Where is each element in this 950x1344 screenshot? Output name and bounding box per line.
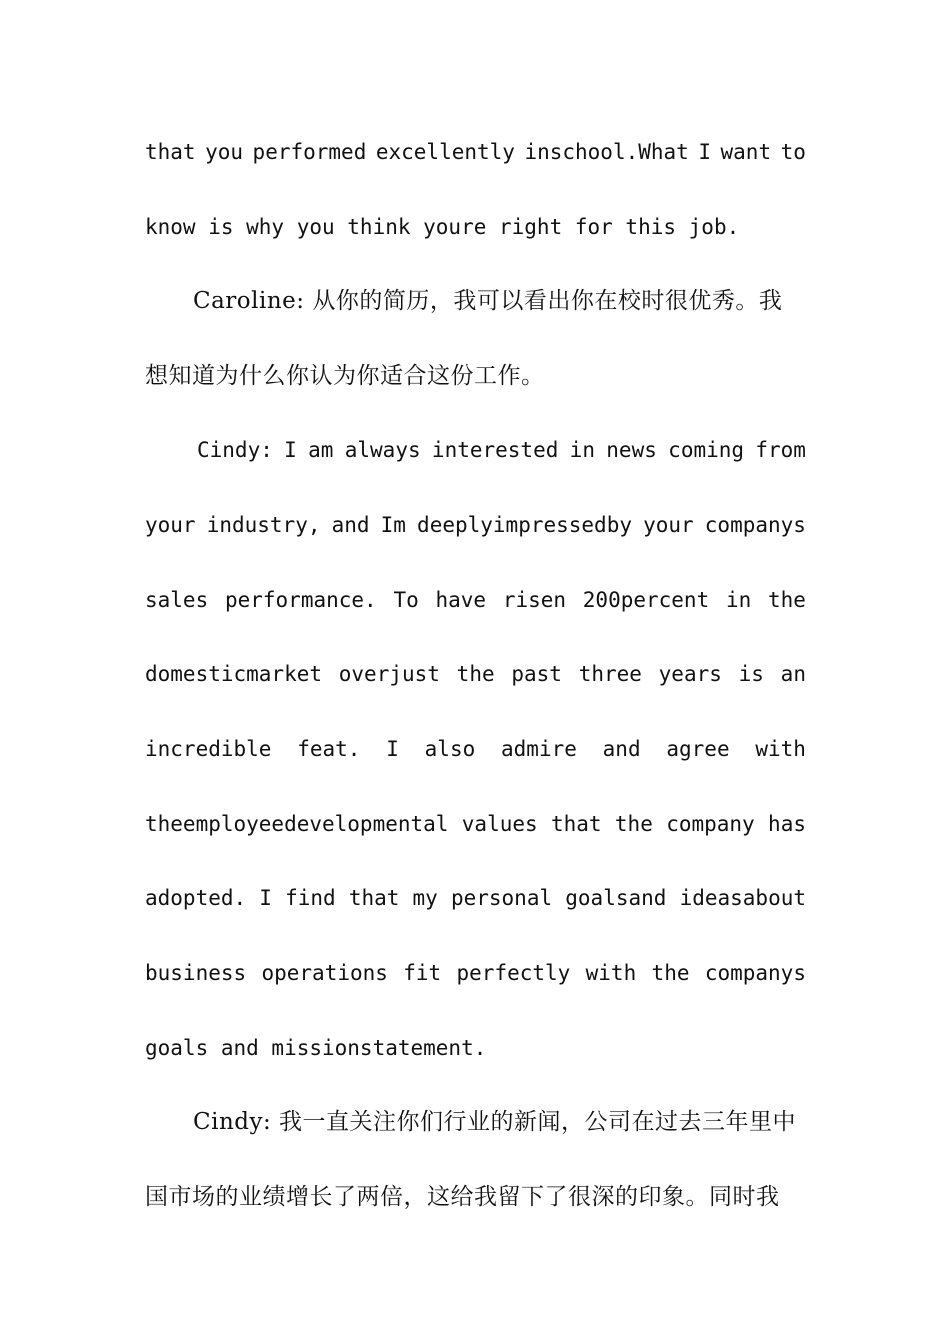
word: want (720, 140, 772, 164)
word: operations (261, 961, 388, 985)
word: the (768, 588, 806, 612)
word: from (755, 438, 806, 462)
word: industry, (206, 513, 321, 537)
word: with (755, 737, 806, 761)
word: ideasabout (679, 886, 806, 910)
word: performance. (224, 588, 377, 612)
word: the (456, 662, 495, 686)
word: feat. (297, 737, 361, 761)
word: always (344, 438, 421, 462)
word: with (585, 961, 637, 985)
word: have (435, 588, 487, 612)
word: three (578, 662, 642, 686)
word: past (511, 662, 562, 686)
word: I (386, 737, 399, 761)
word: I (259, 886, 272, 910)
word: the (651, 961, 690, 985)
word: companys (704, 961, 806, 985)
word: your (145, 513, 196, 537)
word: an (780, 662, 806, 686)
word: adopted. (145, 886, 247, 910)
word: that (348, 886, 400, 910)
text-line (145, 804, 806, 844)
word: interested (431, 438, 559, 462)
text-line: know is why you think youre right for this job. (145, 215, 740, 239)
word: am (308, 438, 334, 462)
word: To (393, 588, 419, 612)
word: coming (668, 438, 745, 462)
text-line (145, 878, 806, 918)
word: theemployeedevelopmental (145, 812, 449, 836)
word: find (285, 886, 336, 910)
word: inschool.What (524, 140, 689, 164)
word: news (606, 438, 657, 462)
word: overjust (338, 662, 440, 686)
word: 200percent (582, 588, 710, 612)
word: years (658, 662, 722, 686)
word: you (205, 140, 244, 164)
word: incredible (145, 737, 272, 761)
word: company (666, 812, 755, 836)
text-line: goals and missionstatement. (145, 1036, 487, 1060)
word: and (602, 737, 641, 761)
word: admire (501, 737, 577, 761)
text-line (145, 430, 806, 470)
word: excellently (375, 140, 515, 164)
text-line: 国市场的业绩增长了两倍，这给我留下了很深的印象。同时我 (145, 1184, 780, 1210)
word: performed (252, 140, 367, 164)
word: to (780, 140, 806, 164)
word: that (145, 140, 196, 164)
word: the (614, 812, 653, 836)
word: risen (502, 588, 567, 612)
text-line (145, 505, 806, 545)
text-line: 想知道为什么你认为你适合这份工作。 (145, 363, 545, 389)
word: domesticmarket (145, 662, 323, 686)
word: is (738, 662, 764, 686)
word: Cindy: (197, 438, 273, 462)
word: your (643, 513, 694, 537)
word: agree (666, 737, 730, 761)
word: values (461, 812, 538, 836)
word: also (424, 737, 476, 761)
text-line (145, 953, 806, 993)
word: and (331, 513, 370, 537)
word: I (284, 438, 297, 462)
word: has (768, 812, 806, 836)
word: my (412, 886, 438, 910)
word: perfectly (456, 961, 571, 985)
word: goalsand (565, 886, 667, 910)
text-line (145, 729, 806, 769)
word: that (550, 812, 602, 836)
text-line: Caroline: 从你的简历，我可以看出你在校时很优秀。我 (193, 288, 783, 314)
word: sales (145, 588, 209, 612)
word: fit (403, 961, 442, 985)
text-line: Cindy: 我一直关注你们行业的新闻，公司在过去三年里中 (193, 1109, 797, 1135)
word: Im (380, 513, 406, 537)
word: companys (704, 513, 806, 537)
word: in (725, 588, 752, 612)
word: business (145, 961, 247, 985)
word: personal (450, 886, 553, 910)
word: I (698, 140, 711, 164)
text-line (145, 654, 806, 694)
text-line (145, 580, 806, 620)
word: in (569, 438, 595, 462)
text-line (145, 132, 806, 172)
word: deeplyimpressedby (417, 513, 632, 537)
